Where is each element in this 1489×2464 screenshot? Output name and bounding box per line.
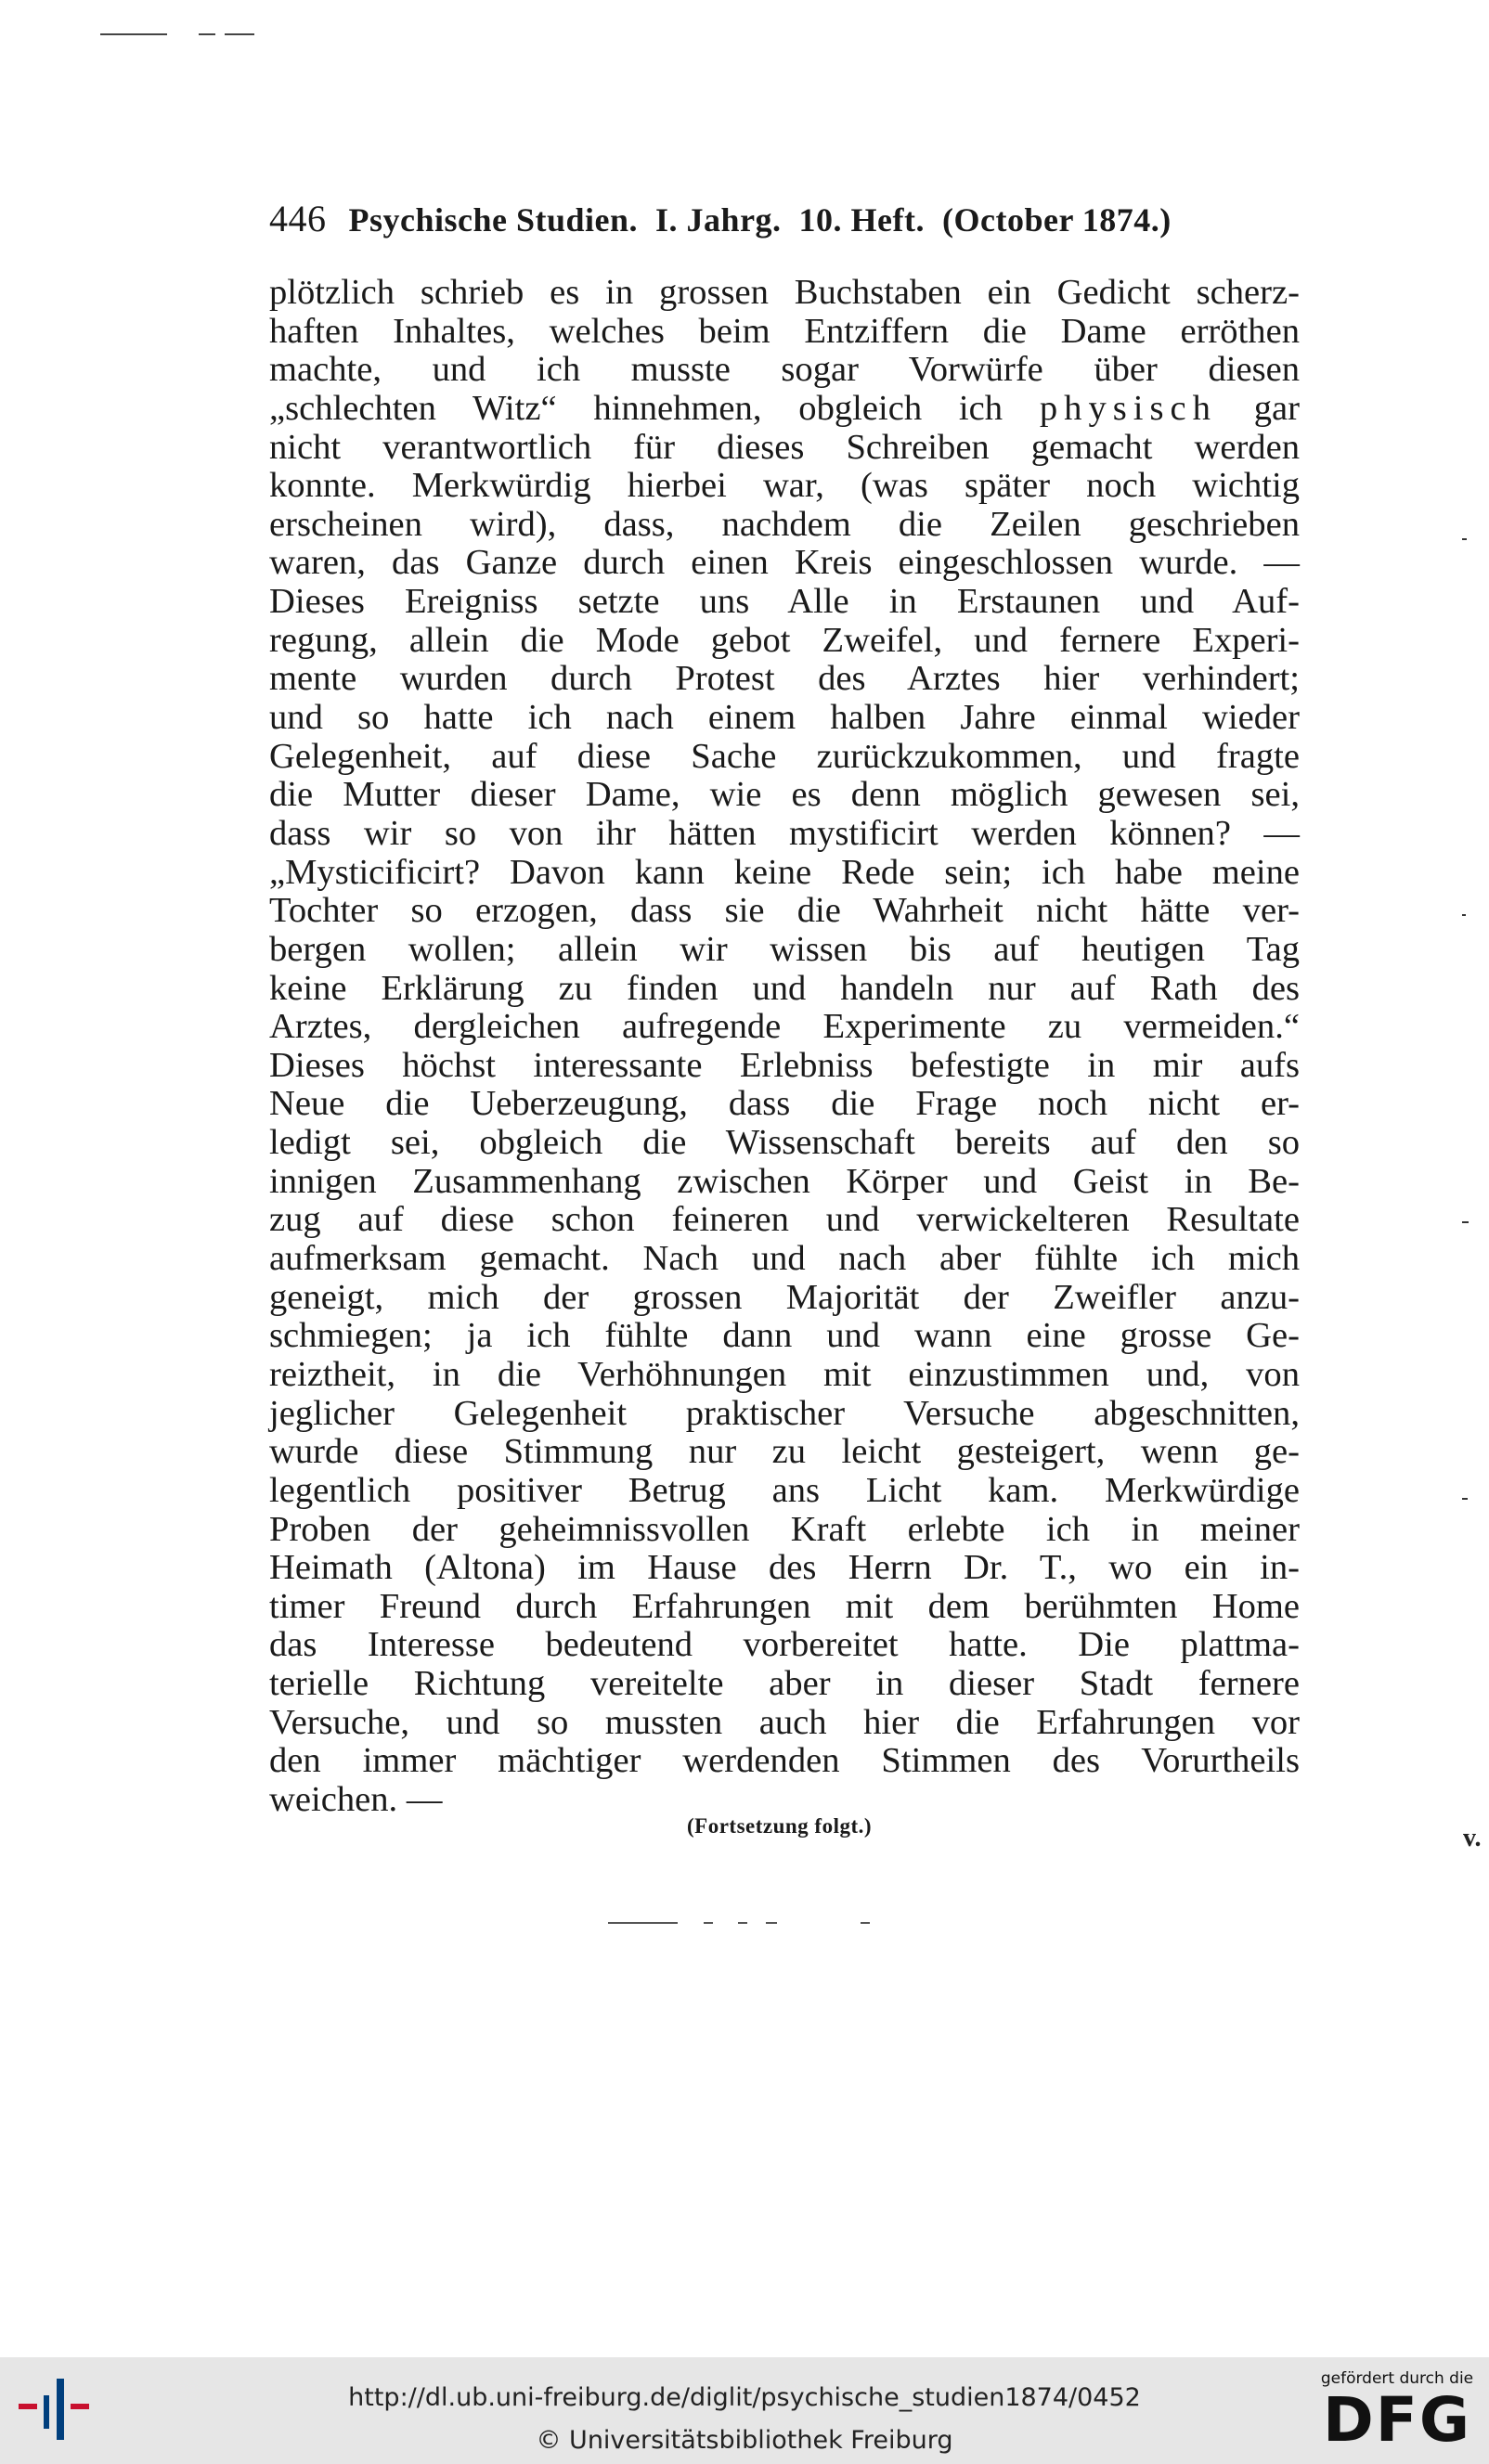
dfg-caption: gefördert durch die (1320, 2369, 1474, 2388)
text-line: ledigt sei, obgleich die Wissenschaft bereits auf den so (269, 1123, 1300, 1163)
text-line: Versuche, und so mussten auch hier die Erfahrungen vor (269, 1702, 1300, 1742)
margin-mark (1462, 1221, 1469, 1223)
copyright-notice: © Universitätsbibliothek Freiburg (536, 2426, 953, 2455)
spaced-word-physisch: physisch (1039, 388, 1217, 428)
running-title: Psychische Studien. I. Jahrg. 10. Heft. (October 1874.) (348, 201, 1172, 239)
text-line: nicht verantwortlich für dieses Schreiben gemacht werden (269, 427, 1300, 467)
text-line: schmiegen; ja ich fühlte dann und wann eine grosse Ge- (269, 1316, 1300, 1356)
text-line: waren, das Ganze durch einen Kreis eingeschlossen wurde. — (269, 543, 1300, 583)
text-line: konnte. Merkwürdig hierbei war, (was später noch wichtig (269, 466, 1300, 506)
text-line: bergen wollen; allein wir wissen bis auf heutigen Tag (269, 929, 1300, 969)
running-header (269, 197, 1304, 240)
text-line: und so hatte ich nach einem halben Jahre einmal wieder (269, 698, 1300, 738)
text-line: machte, und ich musste sogar Vorwürfe über diesen (269, 350, 1300, 390)
text-line: aufmerksam gemacht. Nach und nach aber fühlte ich mich (269, 1239, 1300, 1279)
text-line: plötzlich schrieb es in grossen Buchstaben ein Gedicht scherz- (269, 273, 1300, 312)
margin-mark (1462, 914, 1466, 916)
text-line: keine Erklärung zu finden und handeln nur auf Rath des (269, 968, 1300, 1008)
text-line-with-spaced-words (269, 390, 1300, 429)
text-line: dass wir so von ihr hätten mystificirt werden können? — (269, 813, 1300, 853)
text-fragment: gar (1253, 388, 1300, 428)
body-text (269, 274, 1300, 1820)
margin-note: v. (1463, 1824, 1482, 1852)
text-line: zug auf diese schon feineren und verwickelteren Resultate (269, 1200, 1300, 1240)
text-line: regung, allein die Mode gebot Zweifel, und fernere Experi- (269, 620, 1300, 660)
text-line: jeglicher Gelegenheit praktischer Versuche abgeschnitten, (269, 1393, 1300, 1433)
text-line: legentlich positiver Betrug ans Licht kam. Merkwürdige (269, 1470, 1300, 1510)
text-fragment: „schlechten Witz“ hinnehmen, obgleich ich (269, 388, 1003, 428)
document-url[interactable]: http://dl.ub.uni-freiburg.de/diglit/psychische_studien1874/0452 (348, 2383, 1141, 2412)
dfg-logo: DFG (1322, 2384, 1472, 2456)
text-line: Gelegenheit, auf diese Sache zurückzukommen, und fragte (269, 736, 1300, 776)
text-line: Tochter so erzogen, dass sie die Wahrheit nicht hätte ver- (269, 891, 1300, 931)
text-line: den immer mächtiger werdenden Stimmen des Vorurtheils (269, 1741, 1300, 1781)
margin-mark (1462, 538, 1467, 540)
text-line: Dieses Ereigniss setzte uns Alle in Erstaunen und Auf- (269, 582, 1300, 622)
text-line: mente wurden durch Protest des Arztes hier verhindert; (269, 659, 1300, 699)
text-line: weichen. — (269, 1779, 443, 1819)
text-line: geneigt, mich der grossen Majorität der Zweifler anzu- (269, 1277, 1300, 1317)
text-line: Dieses höchst interessante Erlebniss befestigte in mir aufs (269, 1045, 1300, 1085)
text-line: „Mysticificirt? Davon kann keine Rede sein; ich habe meine (269, 852, 1300, 892)
text-line: die Mutter dieser Dame, wie es denn möglich gewesen sei, (269, 775, 1300, 815)
text-line: Arztes, dergleichen aufregende Experimente zu vermeiden.“ (269, 1007, 1300, 1047)
text-line: Neue die Ueberzeugung, dass die Frage noch nicht er- (269, 1084, 1300, 1124)
continuation-note: (Fortsetzung folgt.) (687, 1814, 873, 1838)
page-number: 446 (269, 198, 327, 239)
text-line: timer Freund durch Erfahrungen mit dem berühmten Home (269, 1586, 1300, 1626)
text-line: reiztheit, in die Verhöhnungen mit einzustimmen und, von (269, 1354, 1300, 1394)
text-line: Proben der geheimnissvollen Kraft erlebte ich in meiner (269, 1509, 1300, 1549)
margin-mark (1462, 1498, 1468, 1500)
text-line: terielle Richtung vereitelte aber in dieser Stadt fernere (269, 1664, 1300, 1704)
text-line: wurde diese Stimmung nur zu leicht gesteigert, wenn ge- (269, 1432, 1300, 1472)
text-line: haften Inhaltes, welches beim Entziffern die Dame erröthen (269, 311, 1300, 351)
text-line: das Interesse bedeutend vorbereitet hatte. Die plattma- (269, 1625, 1300, 1665)
text-line: innigen Zusammenhang zwischen Körper und Geist in Be- (269, 1161, 1300, 1201)
text-line: erscheinen wird), dass, nachdem die Zeilen geschrieben (269, 504, 1300, 544)
text-line: Heimath (Altona) im Hause des Herrn Dr. T., wo ein in- (269, 1548, 1300, 1588)
